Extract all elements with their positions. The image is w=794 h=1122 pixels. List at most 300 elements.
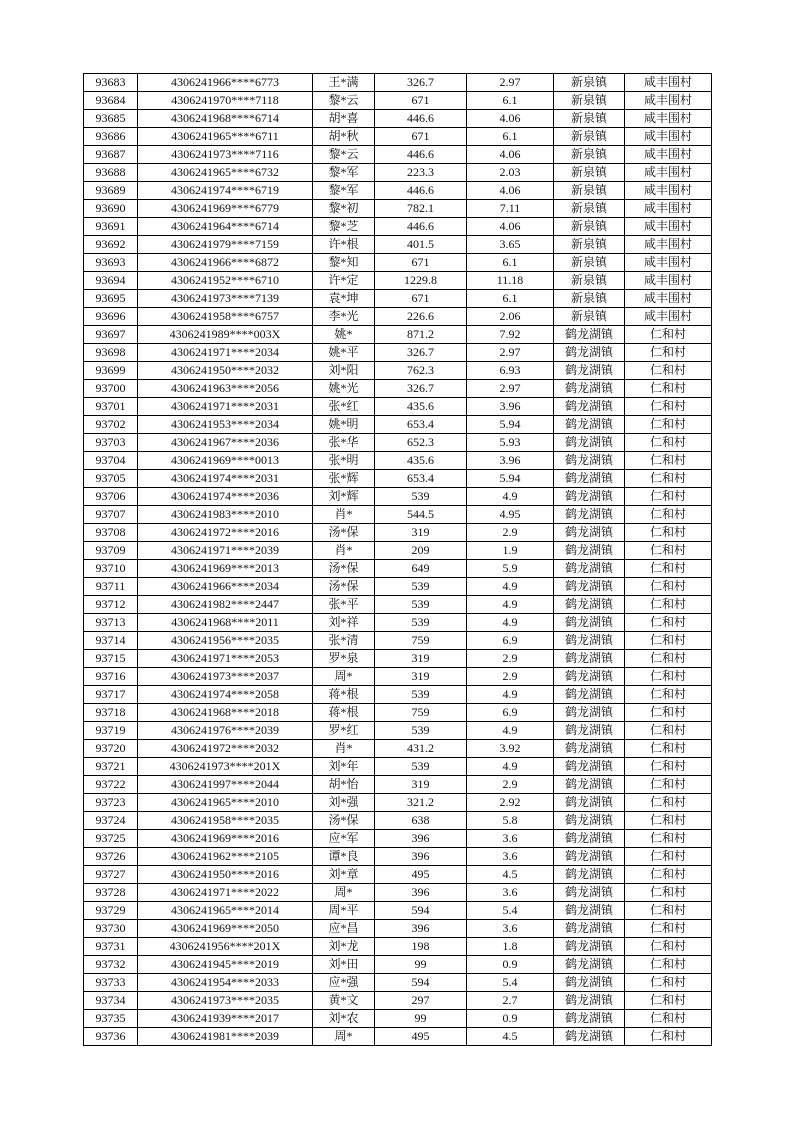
cell-row-number: 93732: [84, 956, 138, 974]
cell-town: 鹤龙湖镇: [554, 848, 625, 866]
cell-area: 4.9: [467, 722, 554, 740]
cell-village: 仁和村: [625, 884, 712, 902]
cell-area: 7.92: [467, 326, 554, 344]
cell-amount: 638: [375, 812, 467, 830]
cell-village: 仁和村: [625, 758, 712, 776]
table-row: [84, 830, 712, 848]
cell-area: 0.9: [467, 956, 554, 974]
cell-id-number: 4306241972****2016: [138, 524, 313, 542]
cell-row-number: 93686: [84, 128, 138, 146]
cell-row-number: 93727: [84, 866, 138, 884]
cell-village: 咸丰围村: [625, 272, 712, 290]
table-row: [84, 650, 712, 668]
cell-village: 仁和村: [625, 542, 712, 560]
cell-row-number: 93731: [84, 938, 138, 956]
cell-town: 新泉镇: [554, 182, 625, 200]
cell-town: 鹤龙湖镇: [554, 866, 625, 884]
table-row: [84, 434, 712, 452]
cell-village: 仁和村: [625, 614, 712, 632]
cell-amount: 539: [375, 758, 467, 776]
cell-area: 2.9: [467, 650, 554, 668]
cell-row-number: 93689: [84, 182, 138, 200]
cell-id-number: 4306241967****2036: [138, 434, 313, 452]
table-row: [84, 776, 712, 794]
table-body: [84, 74, 712, 1046]
cell-name: 许*根: [313, 236, 375, 254]
cell-amount: 652.3: [375, 434, 467, 452]
cell-village: 咸丰围村: [625, 218, 712, 236]
cell-name: 肖*: [313, 542, 375, 560]
cell-row-number: 93730: [84, 920, 138, 938]
cell-amount: 319: [375, 668, 467, 686]
cell-row-number: 93736: [84, 1028, 138, 1046]
cell-town: 鹤龙湖镇: [554, 506, 625, 524]
table-row: [84, 560, 712, 578]
cell-town: 鹤龙湖镇: [554, 686, 625, 704]
cell-amount: 1229.8: [375, 272, 467, 290]
cell-amount: 594: [375, 974, 467, 992]
cell-id-number: 4306241971****2053: [138, 650, 313, 668]
cell-area: 6.9: [467, 704, 554, 722]
cell-village: 仁和村: [625, 470, 712, 488]
cell-village: 仁和村: [625, 812, 712, 830]
cell-village: 仁和村: [625, 1028, 712, 1046]
cell-row-number: 93729: [84, 902, 138, 920]
cell-town: 新泉镇: [554, 146, 625, 164]
cell-village: 仁和村: [625, 848, 712, 866]
cell-amount: 396: [375, 830, 467, 848]
table-row: [84, 308, 712, 326]
cell-name: 汤*保: [313, 560, 375, 578]
cell-village: 仁和村: [625, 704, 712, 722]
table-row: [84, 110, 712, 128]
cell-row-number: 93711: [84, 578, 138, 596]
cell-name: 刘*强: [313, 794, 375, 812]
cell-town: 鹤龙湖镇: [554, 920, 625, 938]
cell-name: 张*红: [313, 398, 375, 416]
table-row: [84, 722, 712, 740]
cell-amount: 435.6: [375, 452, 467, 470]
cell-id-number: 4306241979****7159: [138, 236, 313, 254]
table-row: [84, 632, 712, 650]
cell-town: 鹤龙湖镇: [554, 380, 625, 398]
cell-row-number: 93721: [84, 758, 138, 776]
cell-name: 胡*怡: [313, 776, 375, 794]
cell-name: 黎*初: [313, 200, 375, 218]
table-row: [84, 848, 712, 866]
cell-row-number: 93691: [84, 218, 138, 236]
cell-row-number: 93714: [84, 632, 138, 650]
cell-village: 咸丰围村: [625, 200, 712, 218]
cell-town: 鹤龙湖镇: [554, 398, 625, 416]
cell-id-number: 4306241989****003X: [138, 326, 313, 344]
table-row: [84, 164, 712, 182]
cell-name: 周*: [313, 668, 375, 686]
cell-name: 罗*泉: [313, 650, 375, 668]
cell-id-number: 4306241973****201X: [138, 758, 313, 776]
cell-id-number: 4306241971****2039: [138, 542, 313, 560]
cell-village: 仁和村: [625, 578, 712, 596]
cell-town: 新泉镇: [554, 200, 625, 218]
cell-village: 仁和村: [625, 506, 712, 524]
table-row: [84, 740, 712, 758]
cell-area: 4.9: [467, 758, 554, 776]
cell-amount: 209: [375, 542, 467, 560]
cell-id-number: 4306241969****6779: [138, 200, 313, 218]
cell-village: 仁和村: [625, 362, 712, 380]
table-row: [84, 920, 712, 938]
cell-village: 仁和村: [625, 956, 712, 974]
table-row: [84, 146, 712, 164]
cell-amount: 226.6: [375, 308, 467, 326]
table-row: [84, 182, 712, 200]
cell-amount: 782.1: [375, 200, 467, 218]
cell-id-number: 4306241969****0013: [138, 452, 313, 470]
table-row: [84, 362, 712, 380]
cell-row-number: 93693: [84, 254, 138, 272]
cell-id-number: 4306241950****2016: [138, 866, 313, 884]
cell-row-number: 93687: [84, 146, 138, 164]
cell-id-number: 4306241970****7118: [138, 92, 313, 110]
cell-amount: 321.2: [375, 794, 467, 812]
cell-area: 4.9: [467, 596, 554, 614]
cell-area: 11.18: [467, 272, 554, 290]
cell-id-number: 4306241965****2010: [138, 794, 313, 812]
cell-village: 咸丰围村: [625, 128, 712, 146]
cell-village: 仁和村: [625, 722, 712, 740]
cell-amount: 319: [375, 524, 467, 542]
cell-name: 蒋*根: [313, 686, 375, 704]
cell-village: 仁和村: [625, 398, 712, 416]
cell-id-number: 4306241966****6773: [138, 74, 313, 92]
cell-area: 2.9: [467, 776, 554, 794]
cell-town: 新泉镇: [554, 236, 625, 254]
cell-amount: 198: [375, 938, 467, 956]
cell-name: 张*辉: [313, 470, 375, 488]
table-row: [84, 902, 712, 920]
cell-area: 1.9: [467, 542, 554, 560]
cell-village: 仁和村: [625, 938, 712, 956]
cell-town: 鹤龙湖镇: [554, 992, 625, 1010]
cell-area: 6.1: [467, 254, 554, 272]
table-row: [84, 92, 712, 110]
cell-town: 新泉镇: [554, 74, 625, 92]
cell-village: 咸丰围村: [625, 308, 712, 326]
table-row: [84, 956, 712, 974]
cell-id-number: 4306241968****2018: [138, 704, 313, 722]
cell-row-number: 93704: [84, 452, 138, 470]
cell-name: 刘*辉: [313, 488, 375, 506]
cell-row-number: 93719: [84, 722, 138, 740]
cell-area: 4.9: [467, 686, 554, 704]
cell-name: 姚*明: [313, 416, 375, 434]
cell-name: 袁*坤: [313, 290, 375, 308]
cell-row-number: 93725: [84, 830, 138, 848]
cell-id-number: 4306241997****2044: [138, 776, 313, 794]
table-row: [84, 668, 712, 686]
cell-town: 鹤龙湖镇: [554, 884, 625, 902]
cell-id-number: 4306241974****2031: [138, 470, 313, 488]
cell-row-number: 93695: [84, 290, 138, 308]
cell-town: 鹤龙湖镇: [554, 362, 625, 380]
cell-row-number: 93700: [84, 380, 138, 398]
cell-area: 2.9: [467, 668, 554, 686]
cell-village: 咸丰围村: [625, 236, 712, 254]
cell-row-number: 93703: [84, 434, 138, 452]
cell-name: 肖*: [313, 740, 375, 758]
cell-name: 张*清: [313, 632, 375, 650]
cell-id-number: 4306241969****2016: [138, 830, 313, 848]
cell-amount: 431.2: [375, 740, 467, 758]
cell-town: 鹤龙湖镇: [554, 902, 625, 920]
cell-village: 仁和村: [625, 344, 712, 362]
cell-village: 仁和村: [625, 740, 712, 758]
cell-area: 6.1: [467, 290, 554, 308]
cell-row-number: 93710: [84, 560, 138, 578]
cell-town: 鹤龙湖镇: [554, 470, 625, 488]
cell-id-number: 4306241982****2447: [138, 596, 313, 614]
cell-id-number: 4306241965****2014: [138, 902, 313, 920]
cell-amount: 594: [375, 902, 467, 920]
cell-area: 2.97: [467, 380, 554, 398]
cell-amount: 762.3: [375, 362, 467, 380]
cell-id-number: 4306241965****6732: [138, 164, 313, 182]
cell-town: 新泉镇: [554, 272, 625, 290]
cell-row-number: 93699: [84, 362, 138, 380]
cell-area: 5.94: [467, 470, 554, 488]
table-row: [84, 128, 712, 146]
cell-name: 黄*文: [313, 992, 375, 1010]
cell-row-number: 93733: [84, 974, 138, 992]
cell-town: 新泉镇: [554, 308, 625, 326]
cell-amount: 446.6: [375, 110, 467, 128]
cell-id-number: 4306241958****6757: [138, 308, 313, 326]
cell-id-number: 4306241971****2034: [138, 344, 313, 362]
cell-name: 姚*光: [313, 380, 375, 398]
cell-village: 仁和村: [625, 326, 712, 344]
cell-area: 3.65: [467, 236, 554, 254]
cell-town: 鹤龙湖镇: [554, 416, 625, 434]
cell-town: 新泉镇: [554, 218, 625, 236]
cell-id-number: 4306241950****2032: [138, 362, 313, 380]
cell-name: 张*平: [313, 596, 375, 614]
cell-name: 胡*秋: [313, 128, 375, 146]
cell-area: 4.5: [467, 866, 554, 884]
table-row: [84, 254, 712, 272]
cell-name: 应*军: [313, 830, 375, 848]
cell-amount: 396: [375, 848, 467, 866]
cell-town: 鹤龙湖镇: [554, 524, 625, 542]
cell-amount: 671: [375, 92, 467, 110]
cell-id-number: 4306241974****6719: [138, 182, 313, 200]
cell-town: 鹤龙湖镇: [554, 722, 625, 740]
cell-town: 鹤龙湖镇: [554, 956, 625, 974]
table-row: [84, 380, 712, 398]
cell-name: 黎*芝: [313, 218, 375, 236]
cell-village: 仁和村: [625, 452, 712, 470]
cell-id-number: 4306241958****2035: [138, 812, 313, 830]
cell-amount: 653.4: [375, 470, 467, 488]
cell-id-number: 4306241969****2050: [138, 920, 313, 938]
cell-id-number: 4306241966****2034: [138, 578, 313, 596]
cell-area: 4.95: [467, 506, 554, 524]
cell-area: 3.6: [467, 848, 554, 866]
cell-name: 黎*云: [313, 146, 375, 164]
cell-id-number: 4306241973****2035: [138, 992, 313, 1010]
cell-amount: 653.4: [375, 416, 467, 434]
table-row: [84, 542, 712, 560]
cell-name: 王*满: [313, 74, 375, 92]
cell-row-number: 93698: [84, 344, 138, 362]
cell-town: 鹤龙湖镇: [554, 326, 625, 344]
table-row: [84, 1010, 712, 1028]
cell-area: 2.97: [467, 74, 554, 92]
cell-name: 黎*军: [313, 164, 375, 182]
cell-area: 3.6: [467, 830, 554, 848]
cell-area: 7.11: [467, 200, 554, 218]
cell-row-number: 93690: [84, 200, 138, 218]
cell-amount: 544.5: [375, 506, 467, 524]
cell-village: 仁和村: [625, 686, 712, 704]
cell-amount: 495: [375, 866, 467, 884]
cell-town: 鹤龙湖镇: [554, 596, 625, 614]
cell-village: 咸丰围村: [625, 164, 712, 182]
cell-name: 汤*保: [313, 812, 375, 830]
cell-row-number: 93705: [84, 470, 138, 488]
cell-row-number: 93726: [84, 848, 138, 866]
cell-village: 仁和村: [625, 974, 712, 992]
cell-id-number: 4306241953****2034: [138, 416, 313, 434]
cell-area: 5.9: [467, 560, 554, 578]
cell-village: 仁和村: [625, 794, 712, 812]
cell-name: 张*明: [313, 452, 375, 470]
cell-row-number: 93692: [84, 236, 138, 254]
cell-name: 许*定: [313, 272, 375, 290]
cell-area: 3.96: [467, 452, 554, 470]
cell-amount: 396: [375, 920, 467, 938]
cell-town: 鹤龙湖镇: [554, 650, 625, 668]
cell-town: 鹤龙湖镇: [554, 560, 625, 578]
cell-area: 3.92: [467, 740, 554, 758]
cell-id-number: 4306241973****2037: [138, 668, 313, 686]
cell-village: 咸丰围村: [625, 110, 712, 128]
cell-town: 鹤龙湖镇: [554, 632, 625, 650]
cell-town: 鹤龙湖镇: [554, 614, 625, 632]
cell-amount: 495: [375, 1028, 467, 1046]
cell-id-number: 4306241976****2039: [138, 722, 313, 740]
cell-village: 仁和村: [625, 668, 712, 686]
cell-area: 5.4: [467, 974, 554, 992]
cell-name: 汤*保: [313, 578, 375, 596]
cell-village: 仁和村: [625, 992, 712, 1010]
cell-row-number: 93696: [84, 308, 138, 326]
table-row: [84, 1028, 712, 1046]
cell-amount: 99: [375, 1010, 467, 1028]
table-row: [84, 290, 712, 308]
cell-area: 1.8: [467, 938, 554, 956]
cell-name: 刘*龙: [313, 938, 375, 956]
cell-name: 黎*云: [313, 92, 375, 110]
table-row: [84, 74, 712, 92]
table-row: [84, 704, 712, 722]
cell-name: 刘*祥: [313, 614, 375, 632]
cell-id-number: 4306241962****2105: [138, 848, 313, 866]
table-row: [84, 596, 712, 614]
cell-village: 仁和村: [625, 650, 712, 668]
cell-row-number: 93723: [84, 794, 138, 812]
cell-row-number: 93722: [84, 776, 138, 794]
cell-area: 4.9: [467, 614, 554, 632]
cell-town: 鹤龙湖镇: [554, 1010, 625, 1028]
table-row: [84, 452, 712, 470]
cell-town: 鹤龙湖镇: [554, 974, 625, 992]
cell-row-number: 93717: [84, 686, 138, 704]
cell-id-number: 4306241968****6714: [138, 110, 313, 128]
table-row: [84, 326, 712, 344]
cell-town: 鹤龙湖镇: [554, 938, 625, 956]
cell-row-number: 93734: [84, 992, 138, 1010]
cell-area: 5.8: [467, 812, 554, 830]
cell-town: 鹤龙湖镇: [554, 488, 625, 506]
cell-amount: 871.2: [375, 326, 467, 344]
cell-town: 鹤龙湖镇: [554, 812, 625, 830]
cell-town: 鹤龙湖镇: [554, 776, 625, 794]
cell-amount: 326.7: [375, 344, 467, 362]
table-row: [84, 614, 712, 632]
cell-village: 咸丰围村: [625, 92, 712, 110]
cell-id-number: 4306241968****2011: [138, 614, 313, 632]
cell-name: 刘*年: [313, 758, 375, 776]
cell-id-number: 4306241956****2035: [138, 632, 313, 650]
cell-name: 刘*阳: [313, 362, 375, 380]
cell-amount: 319: [375, 776, 467, 794]
cell-name: 黎*知: [313, 254, 375, 272]
cell-name: 刘*农: [313, 1010, 375, 1028]
cell-amount: 446.6: [375, 182, 467, 200]
cell-name: 谭*良: [313, 848, 375, 866]
cell-name: 蒋*根: [313, 704, 375, 722]
cell-amount: 319: [375, 650, 467, 668]
cell-id-number: 4306241964****6714: [138, 218, 313, 236]
cell-town: 新泉镇: [554, 92, 625, 110]
cell-village: 仁和村: [625, 920, 712, 938]
cell-village: 仁和村: [625, 866, 712, 884]
cell-amount: 539: [375, 722, 467, 740]
cell-id-number: 4306241972****2032: [138, 740, 313, 758]
table-row: [84, 884, 712, 902]
cell-town: 鹤龙湖镇: [554, 740, 625, 758]
cell-town: 鹤龙湖镇: [554, 1028, 625, 1046]
cell-amount: 539: [375, 488, 467, 506]
cell-town: 新泉镇: [554, 164, 625, 182]
cell-row-number: 93707: [84, 506, 138, 524]
cell-name: 肖*: [313, 506, 375, 524]
cell-row-number: 93713: [84, 614, 138, 632]
cell-area: 2.06: [467, 308, 554, 326]
cell-town: 新泉镇: [554, 110, 625, 128]
cell-area: 2.9: [467, 524, 554, 542]
cell-village: 仁和村: [625, 380, 712, 398]
cell-amount: 446.6: [375, 146, 467, 164]
data-table: [83, 73, 712, 1046]
cell-area: 6.1: [467, 128, 554, 146]
cell-id-number: 4306241971****2031: [138, 398, 313, 416]
cell-amount: 671: [375, 254, 467, 272]
cell-id-number: 4306241956****201X: [138, 938, 313, 956]
cell-amount: 539: [375, 686, 467, 704]
cell-amount: 539: [375, 614, 467, 632]
table-row: [84, 506, 712, 524]
